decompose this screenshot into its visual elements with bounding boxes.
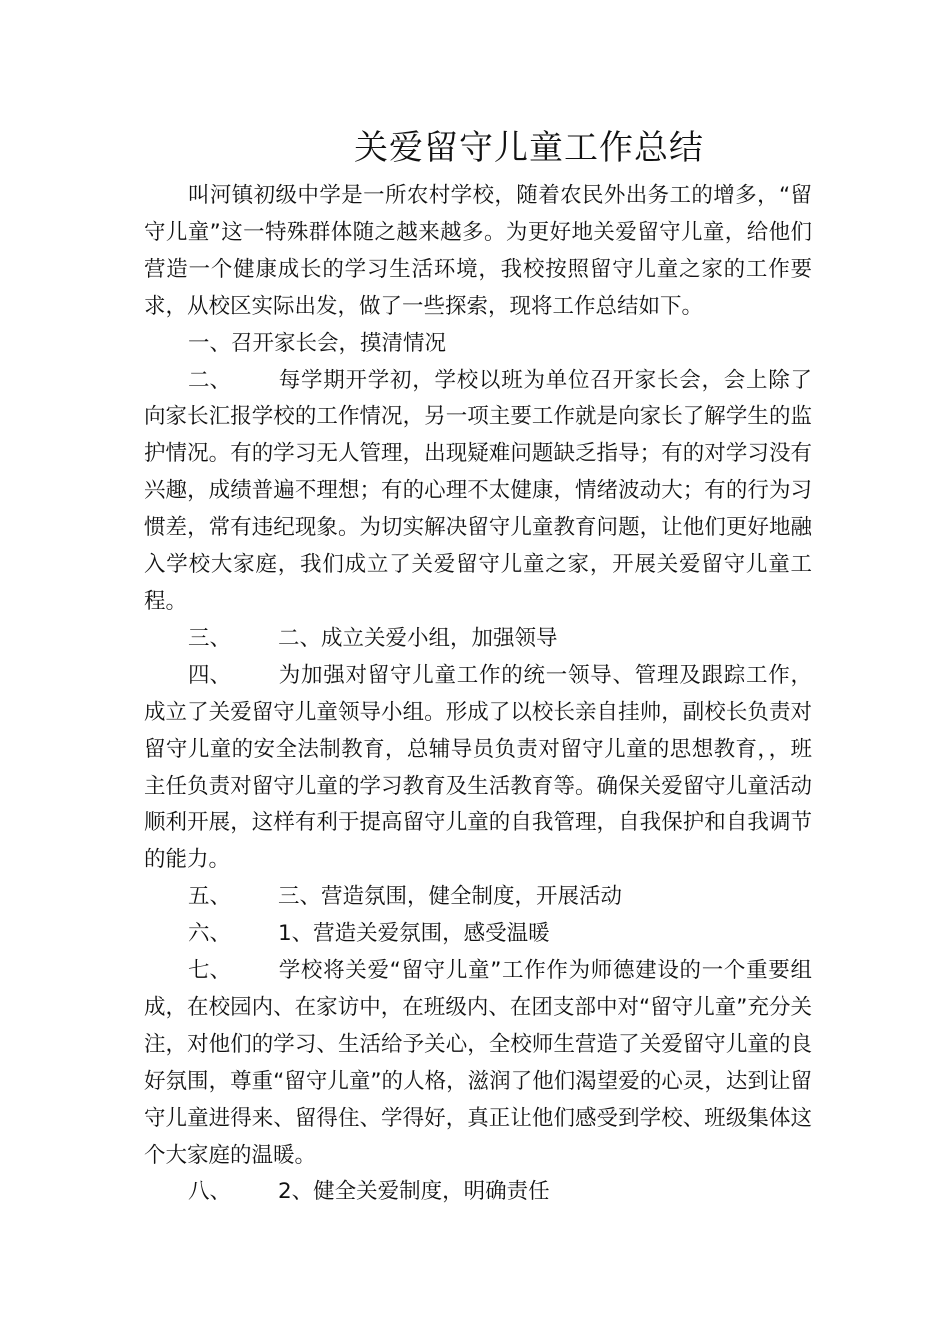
item-7-marker: 七、 [188,958,232,984]
item-4-paragraph [144,658,812,879]
item-3-line [144,621,812,658]
item-5-text: 三、营造氛围，健全制度，开展活动 [278,884,623,910]
item-2-paragraph [144,363,812,621]
item-5-marker: 五、 [188,884,232,910]
item-4-marker: 四、 [188,662,232,688]
item-2-text: 每学期开学初，学校以班为单位召开家长会，会上除了向家长汇报学校的工作情况，另一项主要工作就是向家长了解学生的监护情况。有的学习无人管理，出现疑难问题缺乏指导；有的对学习没有兴趣，成绩普遍不理想；有的心理不太健康，情绪波动大；有的行为习惯差，常有违纪现象。为切实解决留守儿童教育问题，让他们更好地融入学校大家庭，我们成立了关爱留守儿童之家，开展关爱留守儿童工程。 [144,367,812,614]
document-body [144,178,812,1211]
item-7-paragraph [144,953,812,1174]
item-8-marker: 八、 [188,1179,232,1205]
item-3-text: 二、成立关爱小组，加强领导 [278,625,558,651]
item-6-text: 1、营造关爱氛围，感受温暖 [278,921,550,947]
item-8-line [144,1174,812,1211]
item-6-marker: 六、 [188,921,232,947]
item-5-line [144,879,812,916]
intro-paragraph: 叫河镇初级中学是一所农村学校，随着农民外出务工的增多，“留守儿童”这一特殊群体随之越来越多。为更好地关爱留守儿童，给他们营造一个健康成长的学习生活环境，我校按照留守儿童之家的工作要求，从校区实际出发，做了一些探索，现将工作总结如下。 [144,183,812,319]
document-title: 关爱留守儿童工作总结 [354,128,704,168]
item-8-text: 2、健全关爱制度，明确责任 [278,1179,550,1205]
section-heading-1: 一、召开家长会，摸清情况 [188,330,447,356]
item-2-marker: 二、 [188,367,232,393]
item-4-text: 为加强对留守儿童工作的统一领导、管理及跟踪工作，成立了关爱留守儿童领导小组。形成了以校长亲自挂帅，副校长负责对留守儿童的安全法制教育，总辅导员负责对留守儿童的思想教育，，班主任负责对留守儿童的学习教育及生活教育等。确保关爱留守儿童活动顺利开展，这样有利于提高留守儿童的自我管理，自我保护和自我调节的能力。 [144,662,812,873]
item-7-text: 学校将关爱“留守儿童”工作作为师德建设的一个重要组成，在校园内、在家访中，在班级内、在团支部中对“留守儿童”充分关注，对他们的学习、生活给予关心，全校师生营造了关爱留守儿童的良好氛围，尊重“留守儿童”的人格，滋润了他们渴望爱的心灵，达到让留守儿童进得来、留得住、学得好，真正让他们感受到学校、班级集体这个大家庭的温暖。 [144,958,812,1168]
item-6-line [144,916,812,953]
item-3-marker: 三、 [188,625,232,651]
